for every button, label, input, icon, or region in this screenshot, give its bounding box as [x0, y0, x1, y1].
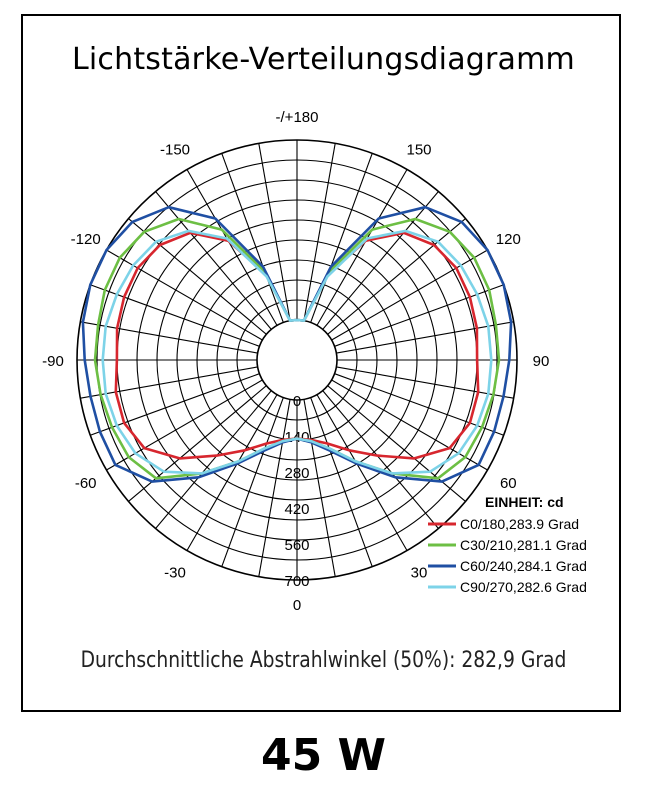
- radial-tick-label: 420: [284, 501, 310, 518]
- grid-spoke: [128, 219, 266, 335]
- power-label: 45 W: [260, 730, 387, 781]
- grid-spoke: [156, 391, 272, 529]
- unit-label: EINHEIT: cd: [485, 494, 564, 510]
- grid-spoke: [328, 386, 466, 502]
- grid-spoke: [106, 250, 262, 340]
- angle-tick-label: 0: [292, 597, 302, 614]
- legend-entry: C0/180,283.9 Grad: [460, 516, 580, 532]
- grid-spoke: [317, 169, 407, 325]
- angle-tick-label: 120: [495, 231, 521, 248]
- legend-entry: C60/240,284.1 Grad: [460, 558, 587, 574]
- radial-tick-label: 280: [284, 465, 310, 482]
- grid-spoke: [328, 219, 466, 335]
- angle-tick-label: 60: [499, 475, 517, 492]
- grid-spoke: [304, 143, 335, 320]
- grid-spoke: [311, 398, 373, 567]
- grid-spoke: [222, 398, 284, 567]
- angle-tick-label: 30: [410, 564, 428, 582]
- angle-tick-label: -150: [159, 141, 191, 159]
- angle-tick-label: -/+180: [275, 109, 319, 126]
- grid-ring: [257, 320, 337, 400]
- beam-angle-caption: Durchschnittliche Abstrahlwinkel (50%): 282,9 Grad: [80, 648, 567, 673]
- chart-title: Lichtstärke-Verteilungsdiagramm: [71, 42, 575, 77]
- angle-tick-label: -90: [42, 353, 64, 370]
- radial-tick-label: 700: [284, 573, 310, 590]
- legend-entry: C90/270,282.6 Grad: [460, 579, 587, 595]
- angle-tick-label: 150: [406, 141, 432, 159]
- grid-spoke: [187, 169, 277, 325]
- angle-tick-label: -120: [70, 231, 101, 248]
- radial-tick-label: 140: [284, 429, 310, 446]
- radial-tick-label: 0: [292, 393, 302, 410]
- grid-spoke: [332, 250, 488, 340]
- grid-spoke: [323, 391, 439, 529]
- legend-entry: C30/210,281.1 Grad: [460, 537, 587, 553]
- grid-spoke: [128, 386, 266, 502]
- radial-tick-label: 560: [284, 537, 310, 554]
- angle-tick-label: -60: [74, 475, 97, 492]
- angle-tick-label: 90: [532, 353, 550, 370]
- angle-tick-label: -30: [164, 564, 186, 582]
- grid-spoke: [259, 143, 290, 320]
